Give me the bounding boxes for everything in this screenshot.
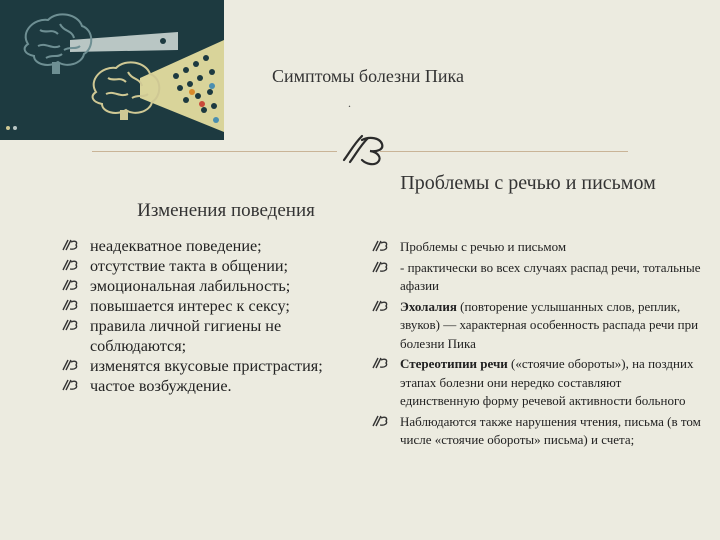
divider-right <box>380 151 628 152</box>
ornament-bullet-icon <box>62 319 79 331</box>
list-item-text: Проблемы с речью и письмом <box>400 239 567 254</box>
ornament-bullet-icon <box>62 279 79 291</box>
ornament-bullet-icon <box>372 300 389 312</box>
list-item-text: изменятся вкусовые пристрастия; <box>90 357 323 375</box>
list-item <box>62 256 352 276</box>
brain-illustration <box>0 0 224 140</box>
list-item <box>62 376 352 396</box>
list-item <box>372 355 702 411</box>
list-item <box>62 276 352 296</box>
list-item <box>62 356 352 376</box>
list-item-text: отсутствие такта в общении; <box>90 257 289 275</box>
ornament-bullet-icon <box>372 240 389 252</box>
left-heading: Изменения поведения <box>137 200 315 221</box>
ornament-bullet-icon <box>62 239 79 251</box>
list-item <box>62 236 352 256</box>
ornament-bullet-icon <box>372 415 389 427</box>
speech-list <box>372 238 702 452</box>
list-item <box>62 296 352 316</box>
right-heading: Проблемы с речью и письмом <box>400 172 656 194</box>
ornament-bullet-icon <box>62 259 79 271</box>
list-item-text: неадекватное поведение; <box>90 237 262 255</box>
list-item <box>372 238 702 257</box>
title-dot: . <box>348 96 351 110</box>
ornament-bullet-icon <box>62 299 79 311</box>
list-item-text: эмоциональная лабильность; <box>90 277 291 295</box>
list-item-text: - практически во всех случаях распад речи, тотальные афазии <box>400 259 701 293</box>
term-bold: Эхолалия <box>400 298 457 314</box>
ornament-bullet-icon <box>62 379 79 391</box>
behavior-list <box>62 236 352 396</box>
term-bold: Стереотипии речи <box>400 356 508 371</box>
list-item <box>372 298 702 354</box>
list-item-text: Наблюдаются также нарушения чтения, письма (в том числе «стоячие обороты» письма) и счета; <box>400 413 701 447</box>
ornament-divider-icon <box>340 132 386 166</box>
ornament-bullet-icon <box>62 359 79 371</box>
list-item-text: (повторение услышанных слов, реплик, звуков) — характерная особенность распада речи при болезни Пика <box>400 298 699 351</box>
list-item <box>372 259 702 296</box>
ornament-bullet-icon <box>372 261 389 273</box>
slide-title: Симптомы болезни Пика <box>271 66 464 86</box>
list-item-text: правила личной гигиены не соблюдаются; <box>90 317 282 355</box>
list-item <box>372 413 702 450</box>
list-item-text: частое возбуждение. <box>90 377 232 395</box>
list-item-text: повышается интерес к сексу; <box>90 297 290 315</box>
list-item-text: («стоячие обороты»), на поздних этапах болезни они нередко составляют единственную форму речевой активности больного <box>400 356 694 408</box>
divider-left <box>92 151 337 152</box>
ornament-bullet-icon <box>372 357 389 369</box>
list-item <box>62 316 352 356</box>
